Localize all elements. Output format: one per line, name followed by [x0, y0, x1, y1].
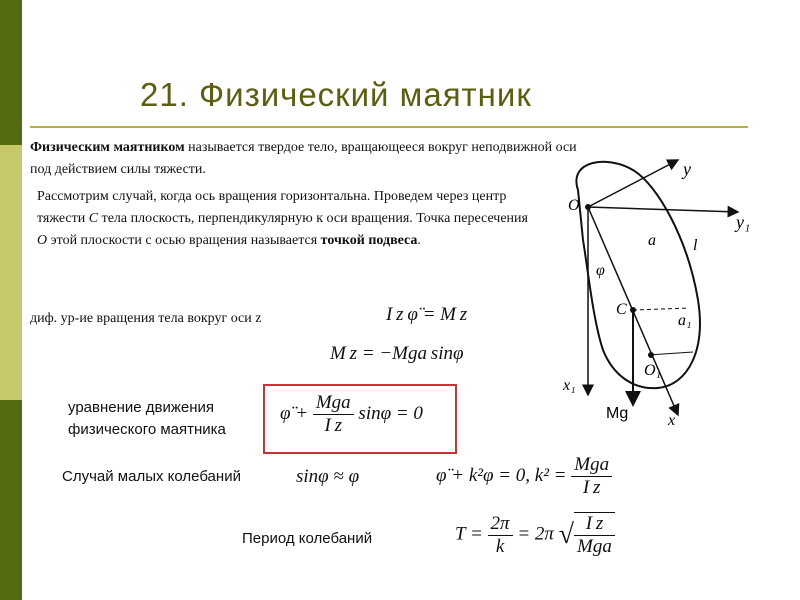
- motion-right: sinφ = 0: [358, 402, 423, 424]
- pivot-end: .: [417, 233, 421, 248]
- label-c: C: [616, 301, 627, 318]
- title-underline: [30, 126, 748, 128]
- label-mg: Mg: [606, 405, 629, 422]
- sqrt-fraction: [574, 512, 615, 558]
- o1-line: [648, 352, 693, 355]
- label-o: O: [568, 197, 580, 214]
- pivot-paragraph: [37, 186, 537, 252]
- period-label: Период колебаний: [242, 530, 373, 547]
- label-l: l: [693, 237, 698, 254]
- center-dashed-line: [633, 308, 688, 310]
- label-y: y: [683, 159, 691, 179]
- center-of-mass-point: [630, 307, 636, 313]
- sidebar-block-middle: [0, 145, 22, 400]
- pendulum-diagram: [538, 150, 768, 430]
- period-num: 2π: [488, 513, 513, 536]
- label-o1: O₁: [644, 362, 662, 379]
- pivot-text-b: тела плоскость, перпендикулярную к оси вращения. Точка пересечения: [98, 211, 528, 226]
- motion-equation-label: уравнение движения физического маятника: [68, 399, 226, 438]
- label-x: x: [668, 412, 676, 429]
- period-fraction: [488, 513, 513, 558]
- y1-axis-line: [588, 207, 738, 212]
- label-a1: a₁: [678, 312, 692, 329]
- k-den: I z: [582, 477, 601, 498]
- definition-term: Физическим маятником: [30, 140, 185, 155]
- small-oscillations-label: Случай малых колебаний: [62, 468, 241, 485]
- pivot-text-c: этой плоскости с осью вращения называется: [47, 233, 321, 248]
- equation-period: [455, 512, 615, 558]
- sidebar-stripe: [0, 0, 22, 600]
- y-axis-line: [588, 160, 678, 207]
- equation-small-angle: sinφ ≈ φ: [296, 466, 360, 487]
- equation-rotation: I z φ̈ = M z: [386, 304, 468, 325]
- motion-fraction: [313, 392, 354, 437]
- definition-paragraph: [30, 137, 600, 181]
- period-2pi: = 2π: [517, 523, 554, 545]
- motion-num: Mga: [313, 392, 354, 415]
- sqrt-sign: √: [558, 519, 575, 550]
- k-fraction: [571, 454, 612, 499]
- label-y1: y₁: [736, 212, 751, 232]
- period-den: k: [495, 535, 505, 557]
- sqrt-den: Mga: [577, 536, 612, 557]
- symbol-c: С: [88, 211, 99, 226]
- small-osc-left: φ̈ + k²φ = 0, k² =: [436, 464, 567, 486]
- center-of-oscillation-point: [648, 352, 654, 358]
- slide-title: 21. Физический маятник: [140, 76, 532, 113]
- pivot-point: [585, 204, 591, 210]
- pivot-text-a: Рассмотрим случай, когда ось вращения горизонтальна. Проведем через центр тяжести: [37, 189, 507, 226]
- equation-moment: M z = −Mga sinφ: [330, 343, 464, 364]
- period-t: T =: [455, 523, 483, 545]
- label-a: a: [648, 232, 656, 249]
- equation-motion: [280, 392, 423, 437]
- diff-eq-label: диф. ур-ие вращения тела вокруг оси z: [30, 311, 262, 326]
- motion-left: φ̈ +: [280, 402, 309, 424]
- motion-den: I z: [324, 415, 343, 436]
- sqrt-num: I z: [574, 513, 615, 536]
- pivot-term: точкой подвеса: [320, 233, 418, 248]
- label-x1: x₁: [563, 377, 576, 394]
- sidebar-block-bottom: [0, 400, 22, 600]
- k-num: Mga: [571, 454, 612, 477]
- label-phi: φ: [596, 262, 605, 279]
- definition-text: называется твердое тело, вращающееся вокруг неподвижной оси под действием силы тяжести.: [30, 140, 577, 177]
- rigid-body-outline: [576, 162, 699, 388]
- sidebar-block-top: [0, 0, 22, 145]
- symbol-o: О: [37, 233, 48, 248]
- equation-small-oscillation: [436, 454, 612, 499]
